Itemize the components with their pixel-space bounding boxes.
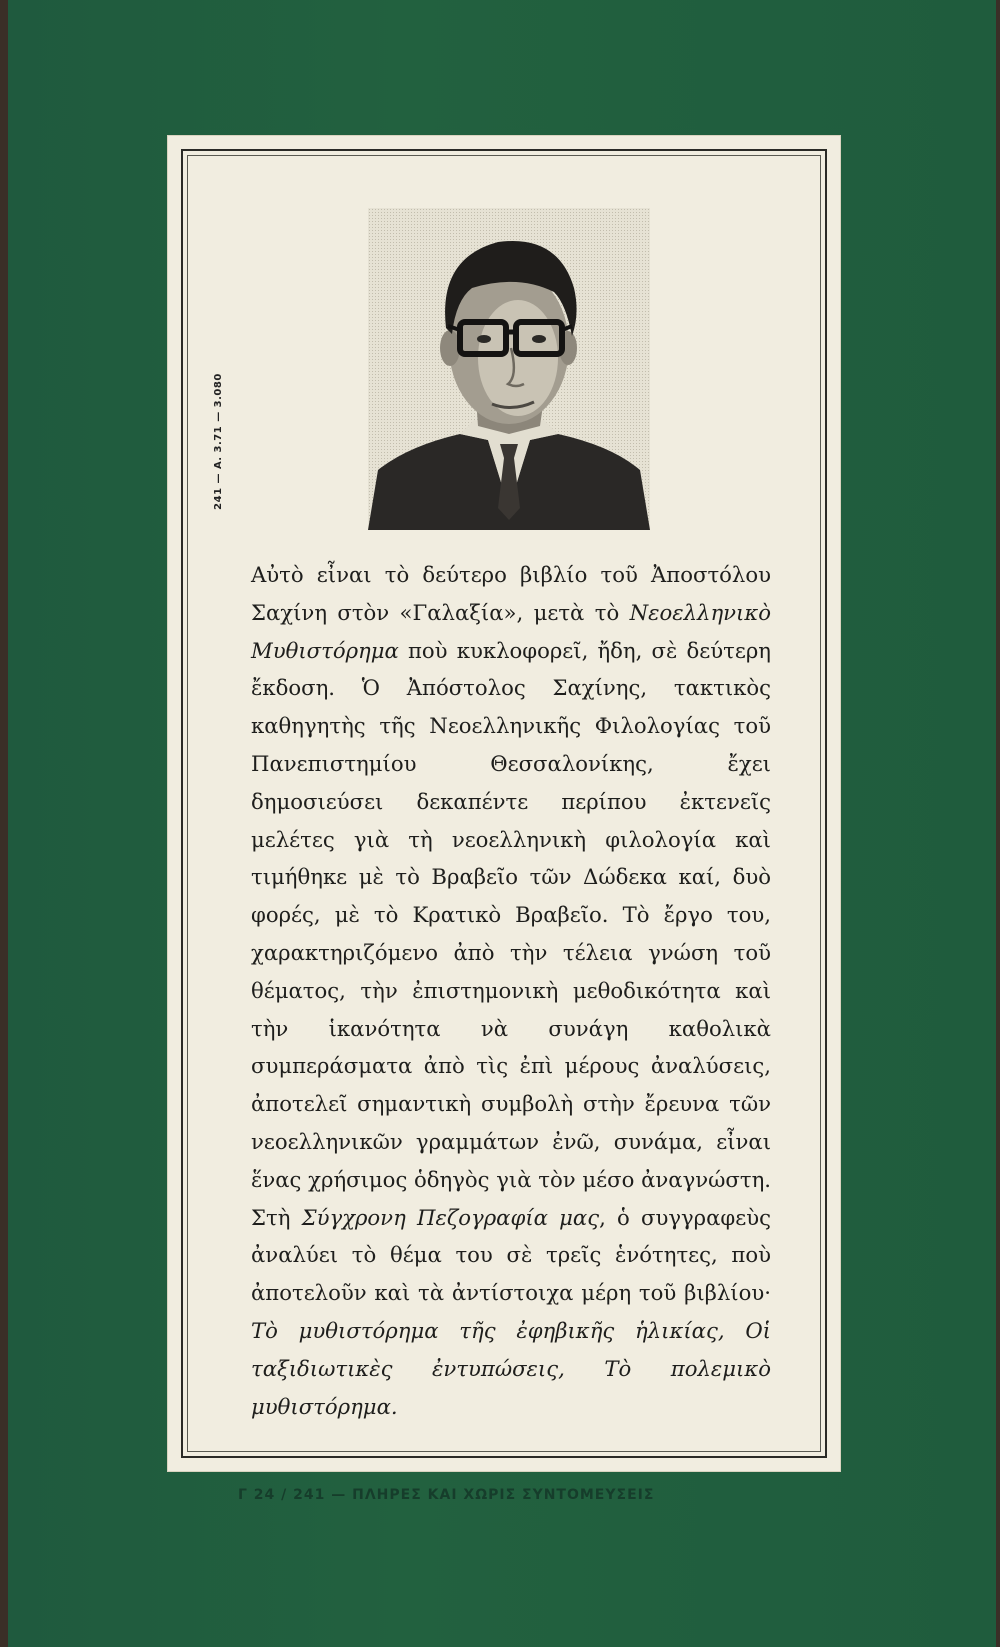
blurb-title-novel: Νεοελληνικὸ Μυθιστόρημα	[251, 599, 771, 663]
book-blurb	[251, 556, 771, 1425]
blurb-parts-list: Τὸ μυθιστόρημα τῆς ἐφηβικῆς ἡλικίας, Οἱ ταξιδιωτικὲς ἐντυπώσεις, Τὸ πολεμικὸ μυθιστόρημα.	[251, 1317, 771, 1419]
blurb-text-2: ποὺ κυκλοφορεῖ, ἤδη, σὲ δεύτερη ἔκδοση. Ὁ Ἀπόστολος Σαχίνης, τακτικὸς καθηγητὴς τῆς Νεοελληνικῆς Φιλολογίας τοῦ Πανεπιστημίου Θεσσαλονίκης, ἔχει δημοσιεύσει δεκαπέντε περίπου ἐκτενεῖς μελέτες γιὰ τὴ νεοελληνικὴ φιλολογία καὶ τιμήθηκε μὲ τὸ Βραβεῖο τῶν Δώδεκα καί, δυὸ φορές, μὲ τὸ Κρατικὸ Βραβεῖο. Τὸ ἔργο του, χαρακτηριζόμενο ἀπὸ τὴν τέλεια γνώση τοῦ θέματος, τὴν ἐπιστημονικὴ μεθοδικότητα καὶ τὴν ἱκανότητα νὰ συνάγη καθολικὰ συμπεράσματα ἀπὸ τὶς ἐπὶ μέρους ἀναλύσεις, ἀποτελεῖ σημαντικὴ συμβολὴ στὴν ἔρευνα τῶν νεοελληνικῶν γραμμάτων ἐνῶ, συνάμα, εἶναι ἕνας χρήσιμος ὁδηγὸς γιὰ τὸν μέσο ἀναγνώστη. Στὴ	[251, 637, 772, 1230]
blurb-text-1: Αὐτὸ εἶναι τὸ δεύτερο βιβλίο τοῦ Ἀποστόλου Σαχίνη στὸν «Γαλαξία», μετὰ τὸ	[251, 562, 771, 625]
blurb-title-book: Σύγχρονη Πεζογραφία μας	[301, 1204, 600, 1230]
author-portrait	[368, 208, 650, 530]
side-print-code	[208, 341, 228, 541]
side-print-code-text: 241 — Α. 3.71 — 3.080	[212, 372, 224, 510]
book-back-cover	[8, 0, 996, 1647]
edition-footer: Γ 24 / 241 — ΠΛΗΡΕΣ ΚΑΙ ΧΩΡΙΣ ΣΥΝΤΟΜΕΥΣΕΙΣ	[238, 1487, 655, 1503]
blurb-text-3: , ὁ συγγραφεὺς ἀναλύει τὸ θέμα του σὲ τρεῖς ἑνότητες, ποὺ ἀποτελοῦν καὶ τὰ ἀντίστοιχα μέρη τοῦ βιβλίου·	[251, 1204, 771, 1306]
author-portrait-image	[368, 208, 650, 530]
